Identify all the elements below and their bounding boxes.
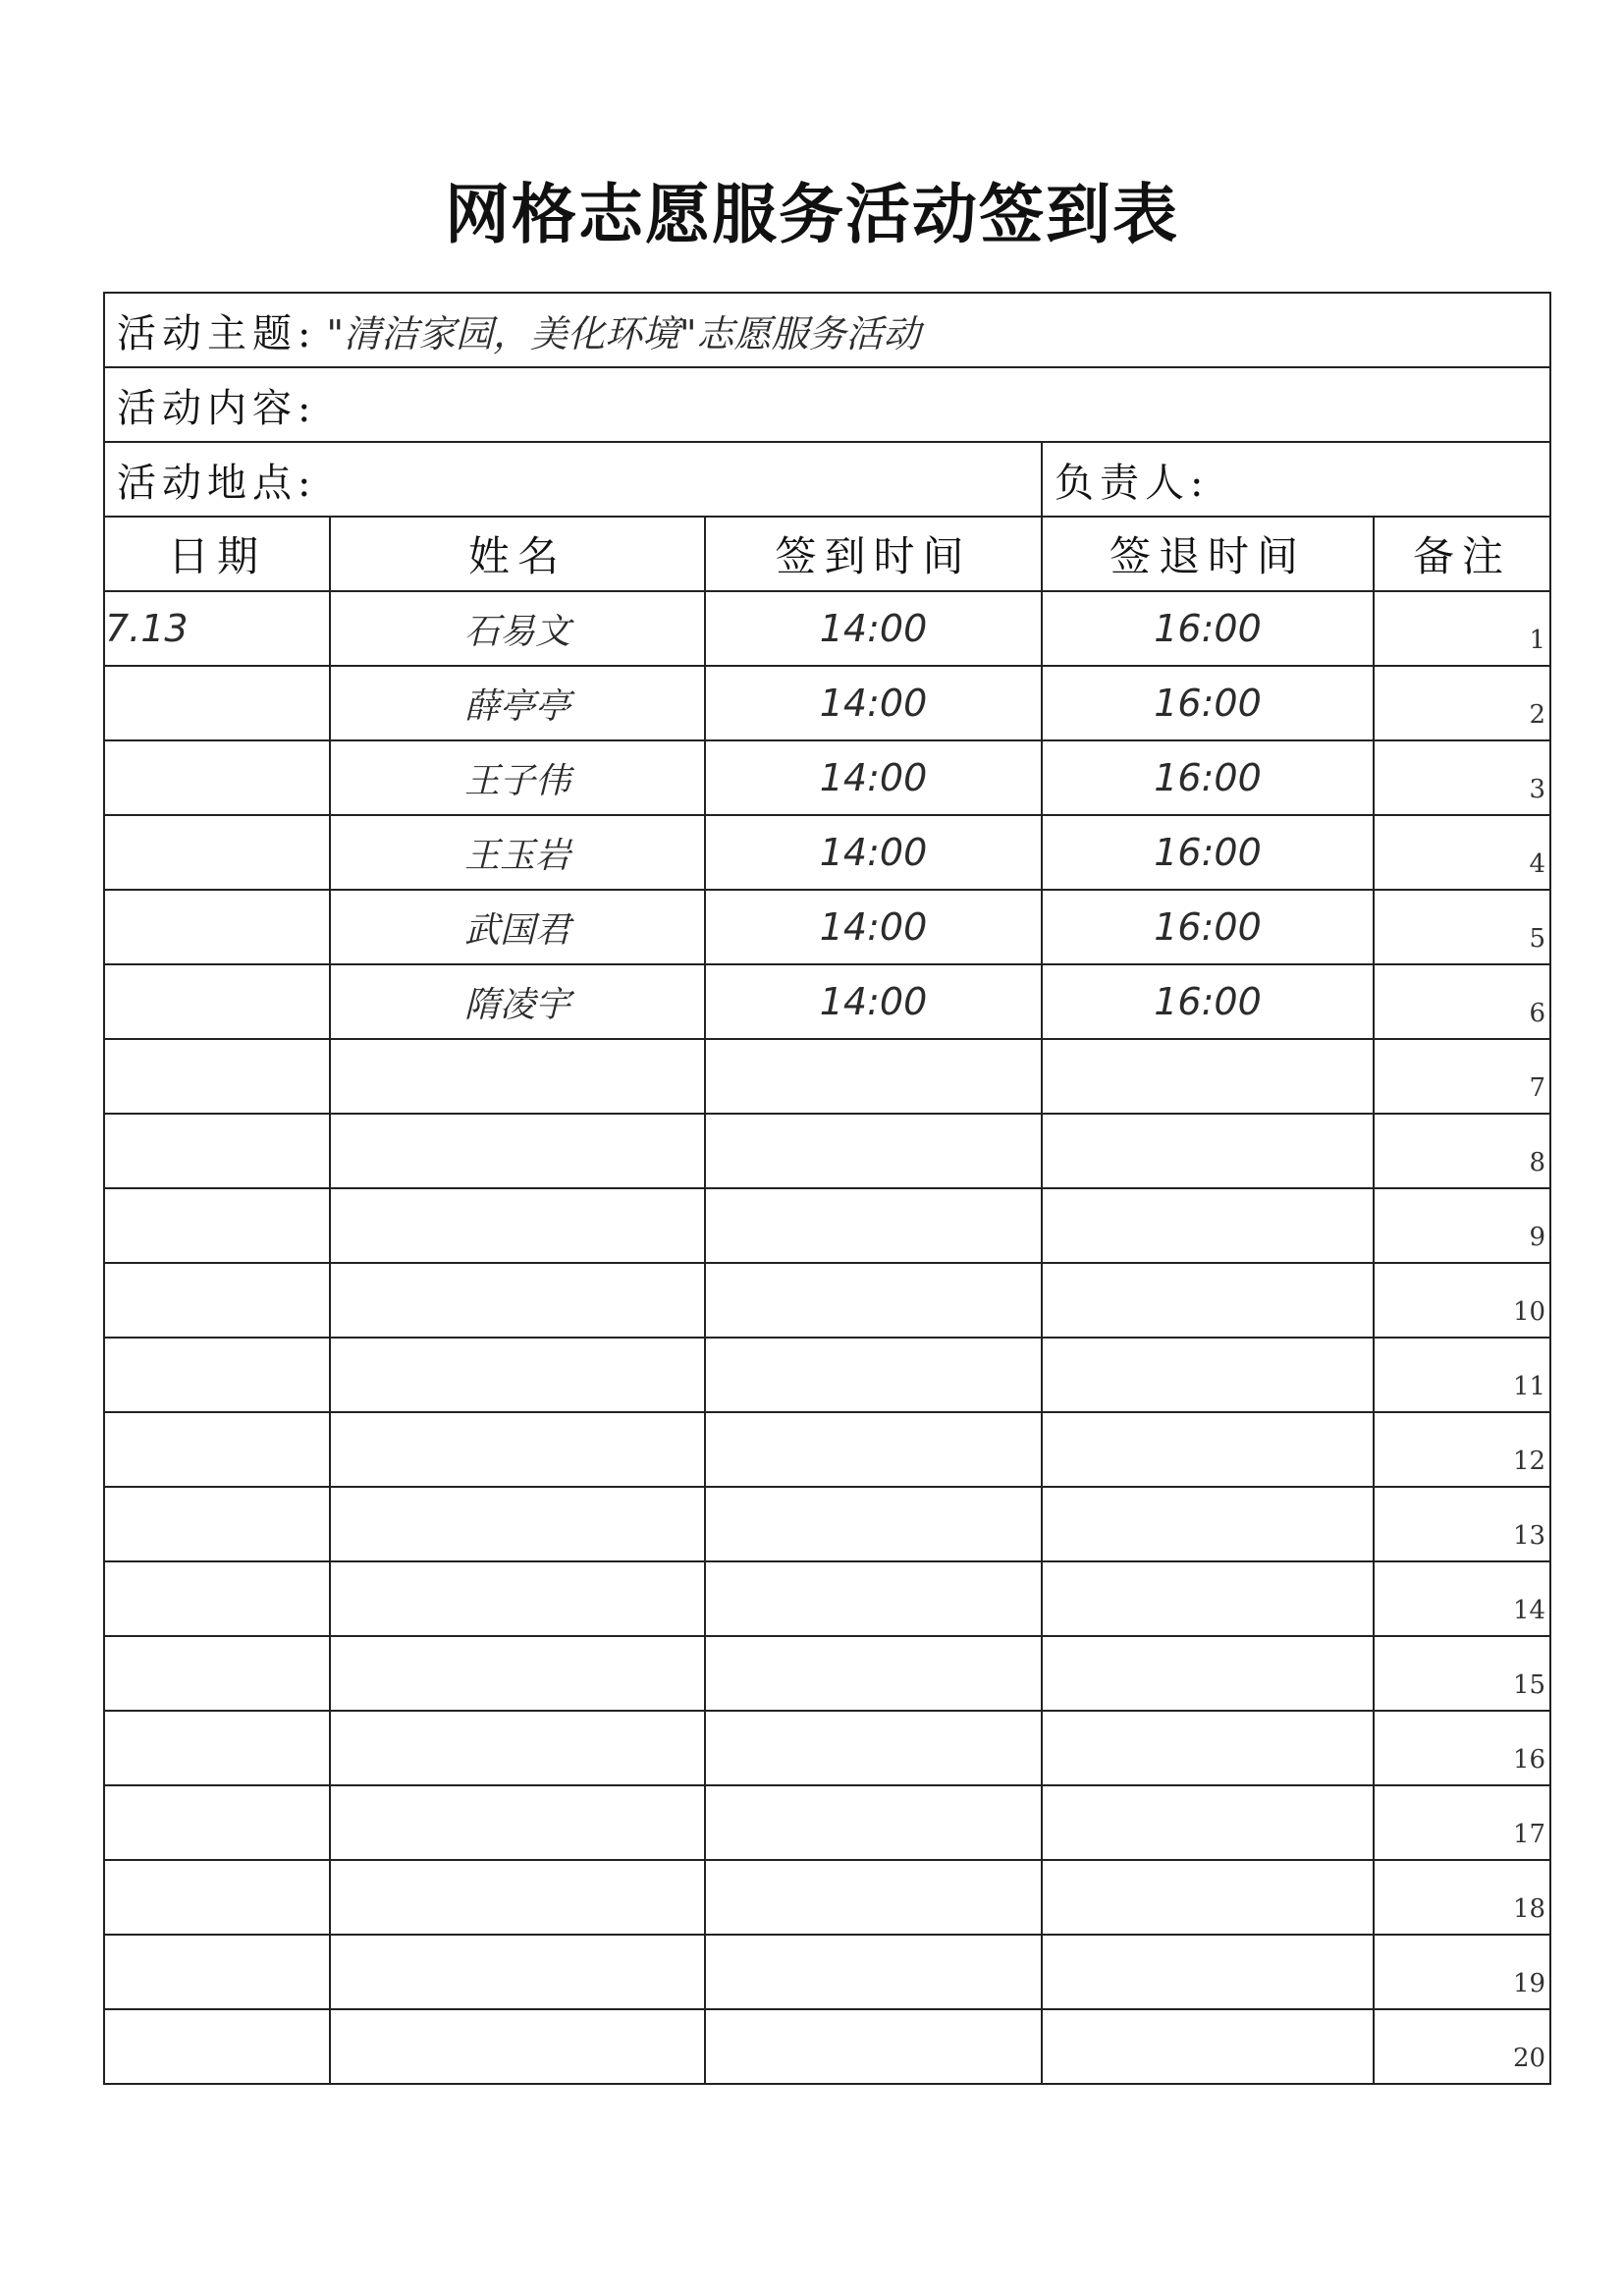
row-number: 6	[1529, 999, 1546, 1028]
signin-time-cell	[705, 1935, 1042, 2009]
name-cell: 石易文	[330, 591, 705, 666]
name-cell	[330, 1263, 705, 1338]
theme-value: "清洁家园，美化环境"志愿服务活动	[326, 311, 921, 355]
row-number: 13	[1512, 1521, 1546, 1551]
signout-time-cell: 16:00	[1042, 666, 1374, 740]
date-cell	[104, 2009, 330, 2084]
header-row	[104, 517, 1550, 591]
signin-time-cell	[705, 1188, 1042, 1263]
table-row	[104, 1412, 1550, 1487]
row-number: 10	[1512, 1297, 1546, 1327]
remark-cell	[1374, 1412, 1550, 1487]
date-cell	[104, 1935, 330, 2009]
table-row	[104, 1338, 1550, 1412]
date-cell	[104, 1039, 330, 1114]
table-row	[104, 1487, 1550, 1561]
name-cell: 隋凌宇	[330, 964, 705, 1039]
date-cell	[104, 1860, 330, 1935]
date-cell	[104, 890, 330, 964]
row-number: 8	[1529, 1148, 1546, 1177]
table-row	[104, 1188, 1550, 1263]
remark-cell	[1374, 1636, 1550, 1711]
table-row	[104, 1860, 1550, 1935]
location-label: 活动地点:	[117, 460, 317, 506]
date-cell	[104, 1263, 330, 1338]
signout-time-cell	[1042, 1561, 1374, 1636]
row-number: 2	[1529, 700, 1546, 730]
date-cell: 7.13	[104, 591, 330, 666]
signout-time-cell	[1042, 1711, 1374, 1785]
name-cell	[330, 1935, 705, 2009]
remark-cell	[1374, 964, 1550, 1039]
row-number: 12	[1512, 1447, 1546, 1476]
row-number: 7	[1529, 1073, 1546, 1103]
name-cell: 薛亭亭	[330, 666, 705, 740]
date-cell	[104, 1114, 330, 1188]
row-number: 5	[1529, 924, 1546, 954]
signin-time-cell	[705, 1487, 1042, 1561]
remark-cell	[1374, 815, 1550, 890]
row-number: 14	[1512, 1596, 1546, 1625]
name-cell: 武国君	[330, 890, 705, 964]
date-cell	[104, 1338, 330, 1412]
signin-time-cell	[705, 1114, 1042, 1188]
signout-time-cell	[1042, 2009, 1374, 2084]
name-cell: 王子伟	[330, 740, 705, 815]
name-cell	[330, 1711, 705, 1785]
table-row	[104, 815, 1550, 890]
row-number: 18	[1512, 1894, 1546, 1924]
signin-time-cell	[705, 1711, 1042, 1785]
table-row	[104, 591, 1550, 666]
date-cell	[104, 1636, 330, 1711]
signout-time-cell: 16:00	[1042, 964, 1374, 1039]
table-row	[104, 1785, 1550, 1860]
signin-time-cell	[705, 1039, 1042, 1114]
name-cell	[330, 1039, 705, 1114]
header-signout: 签退时间	[1042, 517, 1374, 591]
signin-time-cell	[705, 1785, 1042, 1860]
table-row	[104, 1935, 1550, 2009]
signout-time-cell: 16:00	[1042, 740, 1374, 815]
row-number: 19	[1512, 1969, 1546, 1998]
date-cell	[104, 1561, 330, 1636]
name-cell	[330, 1114, 705, 1188]
remark-cell	[1374, 1487, 1550, 1561]
row-number: 1	[1529, 626, 1546, 655]
signin-table	[103, 292, 1551, 2085]
signin-time-cell: 14:00	[705, 666, 1042, 740]
date-cell	[104, 1487, 330, 1561]
signout-time-cell	[1042, 1114, 1374, 1188]
name-cell	[330, 1785, 705, 1860]
name-cell	[330, 1860, 705, 1935]
row-number: 3	[1529, 775, 1546, 804]
signout-time-cell	[1042, 1487, 1374, 1561]
row-number: 11	[1512, 1372, 1546, 1401]
remark-cell	[1374, 1785, 1550, 1860]
remark-cell	[1374, 1114, 1550, 1188]
name-cell	[330, 2009, 705, 2084]
table-row	[104, 666, 1550, 740]
remark-cell	[1374, 1711, 1550, 1785]
signin-time-cell	[705, 1561, 1042, 1636]
signout-time-cell	[1042, 1338, 1374, 1412]
signin-time-cell: 14:00	[705, 591, 1042, 666]
leader-cell	[1042, 442, 1550, 517]
name-cell	[330, 1188, 705, 1263]
header-remark: 备注	[1374, 517, 1550, 591]
table-row	[104, 890, 1550, 964]
name-cell	[330, 1338, 705, 1412]
signout-time-cell	[1042, 1263, 1374, 1338]
name-cell: 王玉岩	[330, 815, 705, 890]
remark-cell	[1374, 1188, 1550, 1263]
remark-cell	[1374, 2009, 1550, 2084]
table-row	[104, 1711, 1550, 1785]
remark-cell	[1374, 666, 1550, 740]
row-number: 20	[1512, 2044, 1546, 2073]
row-number: 4	[1529, 849, 1546, 879]
table-row	[104, 740, 1550, 815]
date-cell	[104, 740, 330, 815]
content-cell	[104, 367, 1550, 442]
remark-cell	[1374, 591, 1550, 666]
signin-time-cell	[705, 1860, 1042, 1935]
signin-time-cell	[705, 1338, 1042, 1412]
theme-label: 活动主题:	[117, 310, 317, 356]
remark-cell	[1374, 1860, 1550, 1935]
table-row	[104, 1114, 1550, 1188]
remark-cell	[1374, 1039, 1550, 1114]
name-cell	[330, 1412, 705, 1487]
name-cell	[330, 1561, 705, 1636]
signin-time-cell	[705, 1636, 1042, 1711]
signout-time-cell	[1042, 1860, 1374, 1935]
signin-time-cell: 14:00	[705, 740, 1042, 815]
header-name: 姓名	[330, 517, 705, 591]
leader-label: 负责人:	[1055, 460, 1210, 506]
table-row	[104, 1561, 1550, 1636]
signout-time-cell: 16:00	[1042, 890, 1374, 964]
remark-cell	[1374, 1263, 1550, 1338]
signout-time-cell: 16:00	[1042, 591, 1374, 666]
header-signin: 签到时间	[705, 517, 1042, 591]
name-cell	[330, 1487, 705, 1561]
table-row	[104, 1636, 1550, 1711]
date-cell	[104, 1188, 330, 1263]
table-row	[104, 2009, 1550, 2084]
table-row	[104, 964, 1550, 1039]
remark-cell	[1374, 1935, 1550, 2009]
signin-time-cell	[705, 1412, 1042, 1487]
location-cell	[104, 442, 1042, 517]
signout-time-cell	[1042, 1188, 1374, 1263]
signin-time-cell: 14:00	[705, 964, 1042, 1039]
row-number: 9	[1529, 1223, 1546, 1252]
signin-time-cell	[705, 2009, 1042, 2084]
signin-time-cell: 14:00	[705, 815, 1042, 890]
remark-cell	[1374, 740, 1550, 815]
signout-time-cell	[1042, 1935, 1374, 2009]
location-row	[104, 442, 1550, 517]
content-label: 活动内容:	[117, 385, 317, 431]
page-title: 网格志愿服务活动签到表	[445, 177, 1179, 252]
signout-time-cell: 16:00	[1042, 815, 1374, 890]
date-cell	[104, 666, 330, 740]
table-row	[104, 1039, 1550, 1114]
name-cell	[330, 1636, 705, 1711]
row-number: 16	[1512, 1745, 1546, 1775]
date-cell	[104, 1711, 330, 1785]
signout-time-cell	[1042, 1039, 1374, 1114]
signin-time-cell: 14:00	[705, 890, 1042, 964]
table-row	[104, 1263, 1550, 1338]
remark-cell	[1374, 1338, 1550, 1412]
content-row	[104, 367, 1550, 442]
header-date: 日期	[104, 517, 330, 591]
theme-cell	[104, 293, 1550, 367]
date-cell	[104, 815, 330, 890]
theme-row	[104, 293, 1550, 367]
signout-time-cell	[1042, 1636, 1374, 1711]
date-cell	[104, 964, 330, 1039]
signout-time-cell	[1042, 1785, 1374, 1860]
signout-time-cell	[1042, 1412, 1374, 1487]
row-number: 15	[1512, 1670, 1546, 1700]
row-number: 17	[1512, 1820, 1546, 1849]
date-cell	[104, 1785, 330, 1860]
date-cell	[104, 1412, 330, 1487]
remark-cell	[1374, 890, 1550, 964]
remark-cell	[1374, 1561, 1550, 1636]
signin-time-cell	[705, 1263, 1042, 1338]
